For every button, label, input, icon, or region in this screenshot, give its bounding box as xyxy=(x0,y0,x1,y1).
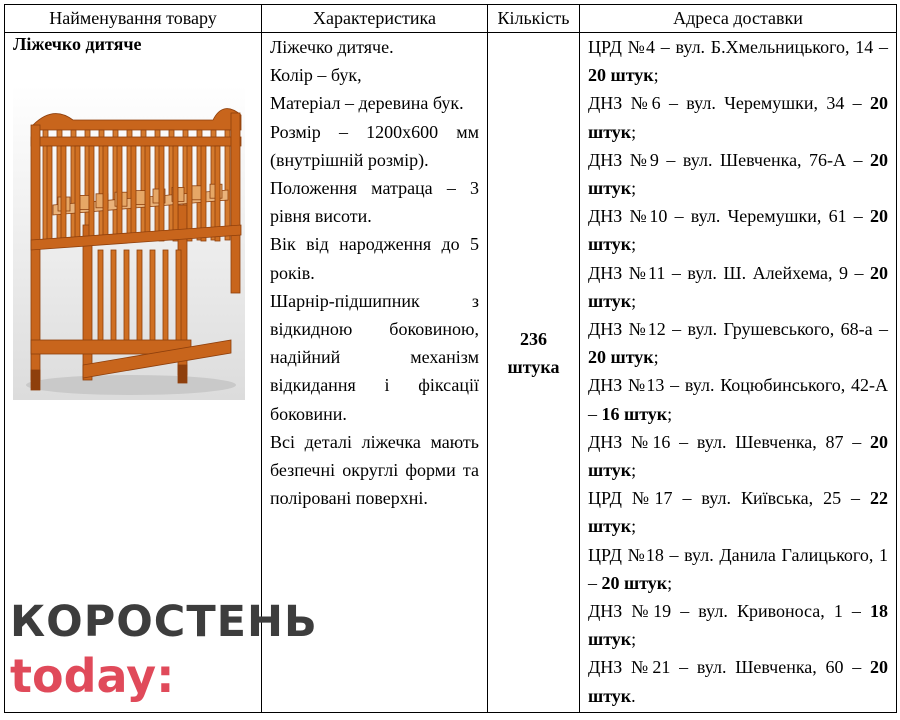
characteristic-line: Матеріал – деревина бук. xyxy=(270,93,464,114)
address-text: ЦРД №4 – вул. Б.Хмельницького, 14 – xyxy=(588,37,888,57)
address-text: ЦРД №18 – вул. Данила Галицького, 1 – xyxy=(588,544,888,593)
address-text: ДНЗ №13 – вул. Коцюбинського, 42-А – xyxy=(588,375,888,424)
address-end: ; xyxy=(631,234,637,255)
address-end: ; xyxy=(667,403,673,424)
characteristic-line: Всі деталі ліжечка мають безпечні округлі форми та поліровані поверхні. xyxy=(270,431,479,509)
address-text: ДНЗ №16 – вул. Шевченка, 87 – xyxy=(588,431,870,452)
address-quantity: 20 штук xyxy=(588,65,654,86)
address-quantity: 20 штук xyxy=(588,149,888,199)
characteristic-line: Розмір – 1200х600 мм (внутрішній розмір). xyxy=(270,121,479,170)
address-text: ДНЗ №11 – вул. Ш. Алейхема, 9 – xyxy=(588,262,870,283)
address-line xyxy=(588,653,888,709)
header-product-name: Найменування товару xyxy=(5,5,262,33)
address-quantity: 20 штук xyxy=(588,93,888,142)
quantity-cell xyxy=(488,33,580,713)
address-quantity: 20 штук xyxy=(588,657,888,706)
address-end: . xyxy=(631,685,636,706)
address-quantity: 16 штук xyxy=(601,403,668,424)
address-quantity: 20 штук xyxy=(601,572,668,593)
address-end: ; xyxy=(631,629,637,650)
watermark-name: КОРОСТЕНЬ xyxy=(10,597,318,647)
address-line xyxy=(588,33,888,89)
address-line xyxy=(588,371,888,427)
address-line xyxy=(588,428,888,484)
address-line xyxy=(588,202,888,258)
characteristic-line: Вік від народження до 5 років. xyxy=(270,234,479,283)
address-line xyxy=(588,315,888,371)
address-text: ДНЗ №9 – вул. Шевченка, 76-А – xyxy=(588,149,870,170)
address-end: ; xyxy=(631,121,637,142)
table-header-row xyxy=(5,5,897,33)
address-quantity: 20 штук xyxy=(588,262,888,311)
address-end: ; xyxy=(653,347,659,368)
address-text: ДНЗ №19 – вул. Кривоноса, 1 – xyxy=(588,601,870,622)
address-line xyxy=(588,541,888,597)
address-end: ; xyxy=(631,178,637,199)
crib-image xyxy=(13,85,245,400)
delivery-address-cell xyxy=(580,33,897,713)
address-end: ; xyxy=(631,290,637,311)
header-characteristics: Характеристика xyxy=(262,5,488,33)
address-line xyxy=(588,597,888,653)
header-quantity: Кількість xyxy=(488,5,580,33)
address-text: ЦРД №17 – вул. Київська, 25 – xyxy=(588,488,870,509)
product-title: Ліжечко дитяче xyxy=(13,34,142,54)
address-quantity: 18 штук xyxy=(588,601,888,650)
address-end: ; xyxy=(653,65,659,86)
address-line xyxy=(588,484,888,540)
address-quantity: 20 штук xyxy=(588,206,888,255)
characteristic-line: Колір – бук, xyxy=(270,65,362,86)
quantity-value: 236 штука xyxy=(507,328,560,377)
address-end: ; xyxy=(631,516,637,537)
characteristic-line: Положення матраца – 3 рівня висоти. xyxy=(270,178,479,227)
address-quantity: 20 штук xyxy=(588,347,654,368)
characteristic-line: Ліжечко дитяче. xyxy=(270,37,394,57)
address-text: ДНЗ №12 – вул. Грушевського, 68-а – xyxy=(588,319,888,340)
address-text: ДНЗ №21 – вул. Шевченка, 60 – xyxy=(588,657,870,678)
address-quantity: 20 штук xyxy=(588,431,888,481)
address-text: ДНЗ №6 – вул. Черемушки, 34 – xyxy=(588,93,870,114)
header-delivery-address: Адреса доставки xyxy=(580,5,897,33)
characteristic-line: Шарнір-підшипник з відкидною боковиною, надійний механізм відкидання і фіксації боковини. xyxy=(270,290,479,424)
watermark-sub: today: xyxy=(10,649,175,703)
address-line xyxy=(588,89,888,145)
address-text: ДНЗ №10 – вул. Черемушки, 61 – xyxy=(588,206,870,227)
address-line xyxy=(588,259,888,315)
watermark-logo xyxy=(10,598,318,702)
address-end: ; xyxy=(667,572,673,593)
address-end: ; xyxy=(631,460,637,481)
address-line xyxy=(588,146,888,202)
address-quantity: 22 штук xyxy=(588,488,888,537)
